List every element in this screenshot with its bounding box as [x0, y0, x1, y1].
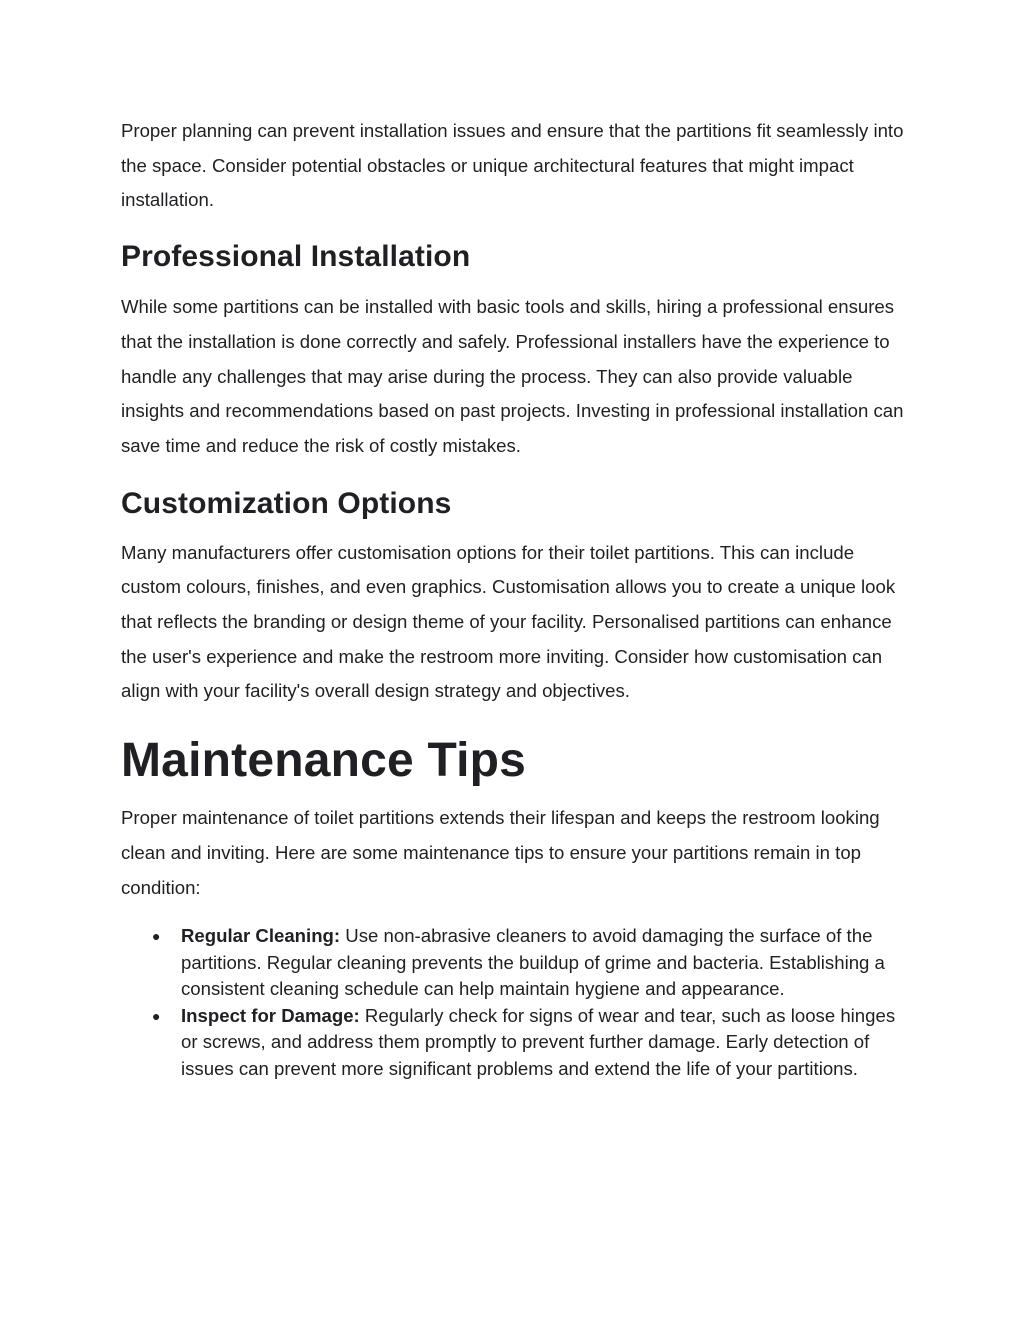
- tip-text: Use non-abrasive cleaners to avoid damaging the surface of the partitions. Regular cleaning prevents the buildup of grime and bacteria. Establishing a consistent cleaning schedule can help maintain hygiene and appearance.: [181, 925, 885, 1000]
- tip-title: Regular Cleaning:: [181, 925, 341, 947]
- list-item: [121, 1003, 911, 1083]
- tip-title: Inspect for Damage:: [181, 1004, 360, 1026]
- tip-text: Regularly check for signs of wear and tear, such as loose hinges or screws, and address them promptly to prevent further damage. Early detection of issues can prevent more significant problems and extend the life of your partitions.: [181, 1004, 896, 1079]
- bullet-icon: ●: [152, 928, 161, 945]
- document-page: [121, 114, 911, 1082]
- maintenance-tips-heading: Maintenance Tips: [121, 734, 527, 788]
- list-item: [121, 923, 911, 1003]
- professional-installation-paragraph: While some partitions can be installed with basic tools and skills, hiring a professional ensures that the installation is done correctly and safely. Professional installers have the experience to handle any challenges that may arise during the process. They can also provide valuable insights and recommendations based on past projects. Investing in professional installation can save time and reduce the risk of costly mistakes.: [121, 296, 904, 456]
- maintenance-tips-list: [121, 923, 911, 1082]
- bullet-icon: ●: [152, 1007, 161, 1024]
- customization-options-paragraph: Many manufacturers offer customisation options for their toilet partitions. This can include custom colours, finishes, and even graphics. Customisation allows you to create a unique look that reflects the branding or design theme of your facility. Personalised partitions can enhance the user's experience and make the restroom more inviting. Consider how customisation can align with your facility's overall design strategy and objectives.: [121, 541, 896, 702]
- customization-options-heading: Customization Options: [121, 486, 452, 520]
- professional-installation-heading: Professional Installation: [121, 240, 471, 274]
- maintenance-tips-paragraph: Proper maintenance of toilet partitions extends their lifespan and keeps the restroom looking clean and inviting. Here are some maintenance tips to ensure your partitions remain in top condition:: [121, 807, 880, 898]
- intro-paragraph: Proper planning can prevent installation issues and ensure that the partitions fit seamlessly into the space. Consider potential obstacles or unique architectural features that might impact installation.: [121, 120, 904, 211]
